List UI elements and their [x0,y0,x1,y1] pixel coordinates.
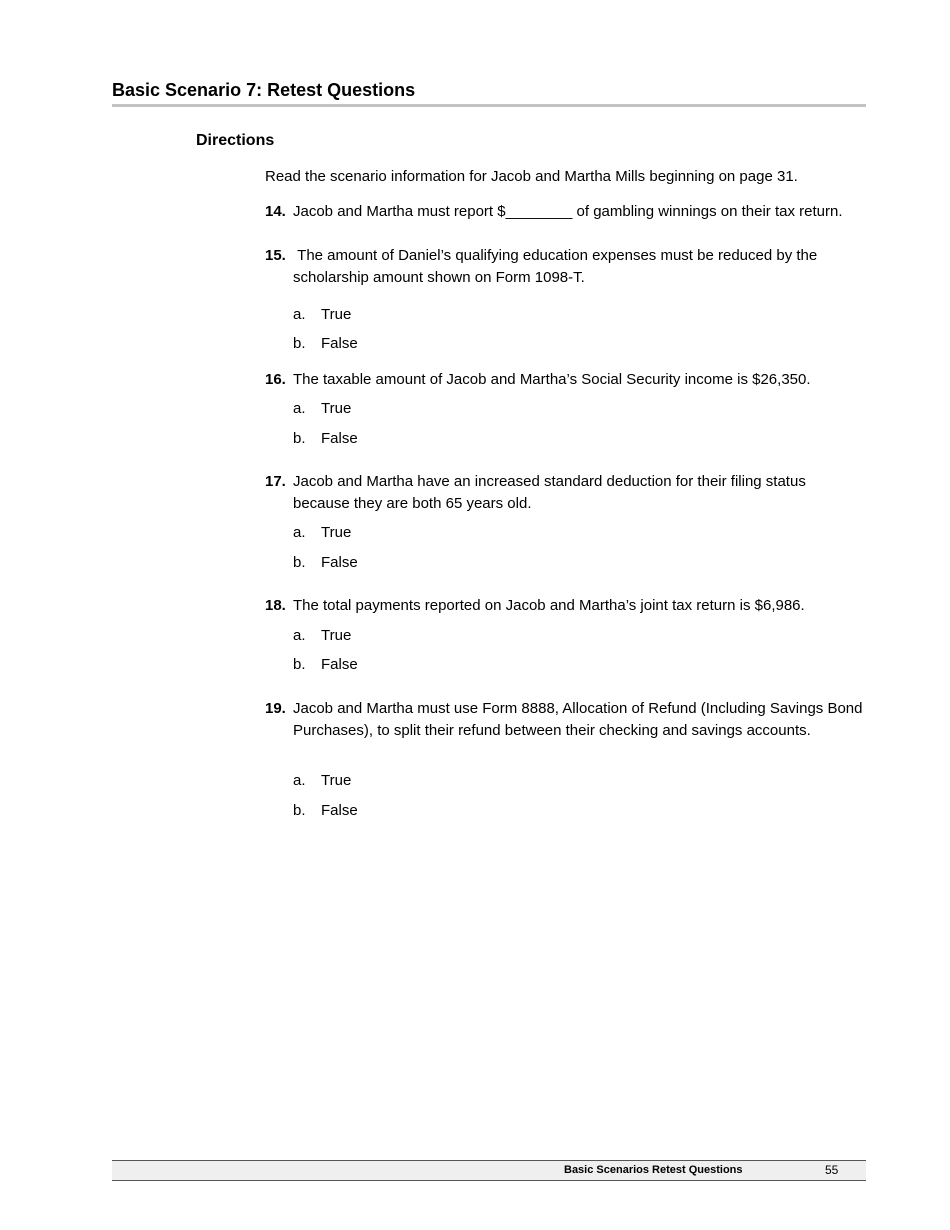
question-14 [265,201,865,223]
option-letter: b. [293,554,306,571]
directions-intro: Read the scenario information for Jacob and Martha Mills beginning on page 31. [265,168,798,185]
option-letter: a. [293,627,306,644]
question-15 [265,245,865,289]
directions-heading: Directions [196,132,275,149]
option-17b[interactable] [293,553,358,573]
question-number: 15. [265,247,286,264]
option-letter: a. [293,306,306,323]
option-17a[interactable] [293,523,351,543]
option-letter: b. [293,335,306,352]
question-17 [265,471,865,515]
question-18 [265,595,865,617]
question-16 [265,369,865,391]
option-label: True [321,627,352,644]
question-text: Jacob and Martha have an increased standard deduction for their filing status because they are both 65 years old. [293,473,806,512]
page-footer [112,1160,866,1181]
option-label: False [321,802,358,819]
option-16b[interactable] [293,429,358,449]
question-text: Jacob and Martha must report $________ of gambling winnings on their tax return. [293,203,843,220]
option-label: True [321,306,352,323]
option-letter: b. [293,430,306,447]
option-label: True [321,772,352,789]
option-19a[interactable] [293,771,351,791]
option-label: True [321,524,352,541]
option-15b[interactable] [293,334,358,354]
question-text: The taxable amount of Jacob and Martha’s Social Security income is $26,350. [293,371,811,388]
option-letter: a. [293,524,306,541]
option-letter: b. [293,656,306,673]
question-text: The total payments reported on Jacob and Martha’s joint tax return is $6,986. [293,597,805,614]
question-number: 17. [265,473,286,490]
option-label: True [321,400,352,417]
option-label: False [321,335,358,352]
option-18b[interactable] [293,655,358,675]
question-text: Jacob and Martha must use Form 8888, Allocation of Refund (Including Savings Bond Purchases), to split their refund between their checking and savings accounts. [293,700,863,739]
option-15a[interactable] [293,305,351,325]
option-18a[interactable] [293,626,351,646]
option-letter: a. [293,400,306,417]
question-number: 19. [265,700,286,717]
question-number: 18. [265,597,286,614]
option-label: False [321,656,358,673]
question-19 [265,698,865,742]
option-19b[interactable] [293,801,358,821]
option-letter: a. [293,772,306,789]
option-label: False [321,554,358,571]
option-16a[interactable] [293,399,351,419]
question-number: 16. [265,371,286,388]
question-text: The amount of Daniel’s qualifying education expenses must be reduced by the scholarship amount shown on Form 1098-T. [293,247,822,286]
footer-page-number: 55 [825,1163,839,1177]
option-label: False [321,430,358,447]
page-title: Basic Scenario 7: Retest Questions [112,79,866,107]
footer-section-title: Basic Scenarios Retest Questions [564,1164,743,1176]
option-letter: b. [293,802,306,819]
question-number: 14. [265,203,286,220]
